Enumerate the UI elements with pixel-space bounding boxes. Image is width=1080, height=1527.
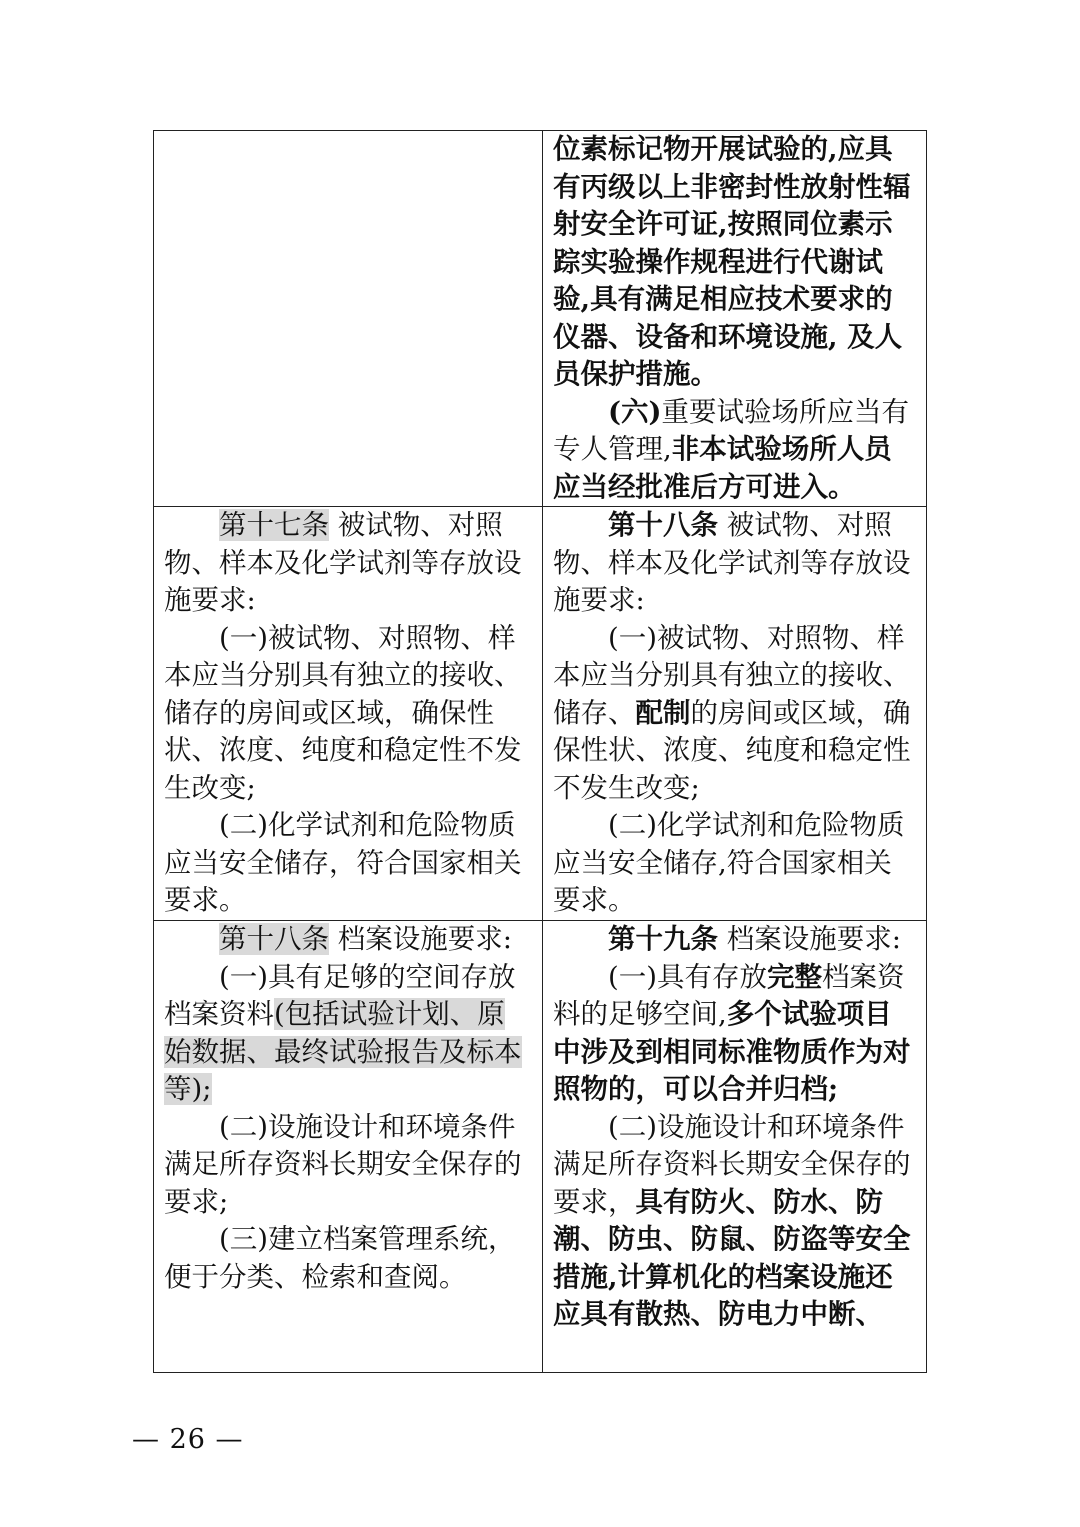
clause-paragraph [164, 1109, 532, 1222]
clause-text: (一)被试物、对照物、样本应当分别具有独立的接收、储存的房间或区域，确保性状、浓度、纯度和稳定性不发生改变; [164, 621, 522, 804]
clause-text: (一)具有存放 [608, 960, 767, 993]
page-number: — 26 — [132, 1424, 244, 1455]
clause-paragraph [553, 620, 916, 808]
clause-text: 档案资料的足够空间, [553, 960, 905, 1030]
revised-text: 第十八条 [608, 509, 718, 541]
table-row [154, 507, 927, 921]
clause-text: (二)设施设计和环境条件满足所存资料长期安全保存的要求; [164, 1110, 522, 1218]
revised-text: 非本试验场所人员应当经批准后方可进入。 [553, 433, 892, 503]
clause-paragraph [553, 921, 916, 959]
old-text-cell [154, 507, 543, 921]
highlighted-text: 第十七条 [219, 509, 329, 541]
revised-text: 多个试验项目中涉及到相同标准物质作为对照物的，可以合并归档; [553, 998, 911, 1105]
clause-text: 的房间或区域，确保性状、浓度、纯度和稳定性不发生改变; [553, 696, 911, 804]
revised-text: 完整 [766, 960, 822, 993]
clause-paragraph [553, 1109, 916, 1334]
clause-paragraph [164, 1221, 532, 1296]
new-text-cell [543, 507, 927, 921]
revised-text: (六) [608, 395, 662, 428]
revised-text: 配制 [635, 696, 691, 729]
clause-text: (二)设施设计和环境条件满足所存资料长期安全保存的要求， [553, 1110, 911, 1218]
revised-text: 具有防火、防水、防潮、防虫、防鼠、防盗等安全措施,计算机化的档案设施还应具有散热、防电力中断、 [553, 1185, 911, 1330]
new-text-cell [543, 921, 927, 1373]
old-text-cell [154, 921, 543, 1373]
clause-text: 被试物、对照物、样本及化学试剂等存放设施要求: [164, 509, 522, 616]
clause-text: 被试物、对照物、样本及化学试剂等存放设施要求: [553, 509, 911, 616]
revised-text: 第十九条 [608, 923, 718, 955]
clause-text: (一)被试物、对照物、样本应当分别具有独立的接收、储存、 [553, 621, 911, 729]
clause-paragraph [164, 620, 532, 808]
clause-text: 档案设施要求: [329, 923, 513, 955]
highlighted-text: 第十八条 [219, 923, 329, 955]
clause-paragraph [553, 807, 916, 920]
clause-paragraph [164, 807, 532, 920]
old-text-cell [154, 131, 543, 507]
clause-paragraph [164, 959, 532, 1109]
table-row [154, 921, 927, 1373]
clause-text: (三)建立档案管理系统，便于分类、检索和查阅。 [164, 1223, 516, 1293]
clause-paragraph [553, 959, 916, 1109]
new-text-cell [543, 131, 927, 507]
highlighted-text: (包括试验计划、原始数据、最终试验报告及标本等); [164, 998, 522, 1105]
clause-text: (二)化学试剂和危险物质应当安全储存，符合国家相关要求。 [164, 809, 522, 916]
clause-paragraph [553, 131, 916, 394]
revised-text: 位素标记物开展试验的,应具有丙级以上非密封性放射性辐射安全许可证,按照同位素示踪实验操作规程进行代谢试验,具有满足相应技术要求的仪器、设备和环境设施, 及人员保护措施。 [553, 133, 911, 390]
clause-paragraph [164, 507, 532, 620]
clause-paragraph [553, 507, 916, 620]
table-row [154, 131, 927, 507]
clause-text: (一)具有足够的空间存放档案资料 [164, 960, 516, 1030]
comparison-table [153, 130, 927, 1373]
clause-paragraph [553, 394, 916, 507]
clause-text: 档案设施要求: [718, 923, 902, 955]
clause-text: 重要试验场所应当有专人管理, [553, 395, 910, 465]
clause-paragraph [164, 921, 532, 959]
clause-text: (二)化学试剂和危险物质应当安全储存,符合国家相关要求。 [553, 809, 905, 916]
